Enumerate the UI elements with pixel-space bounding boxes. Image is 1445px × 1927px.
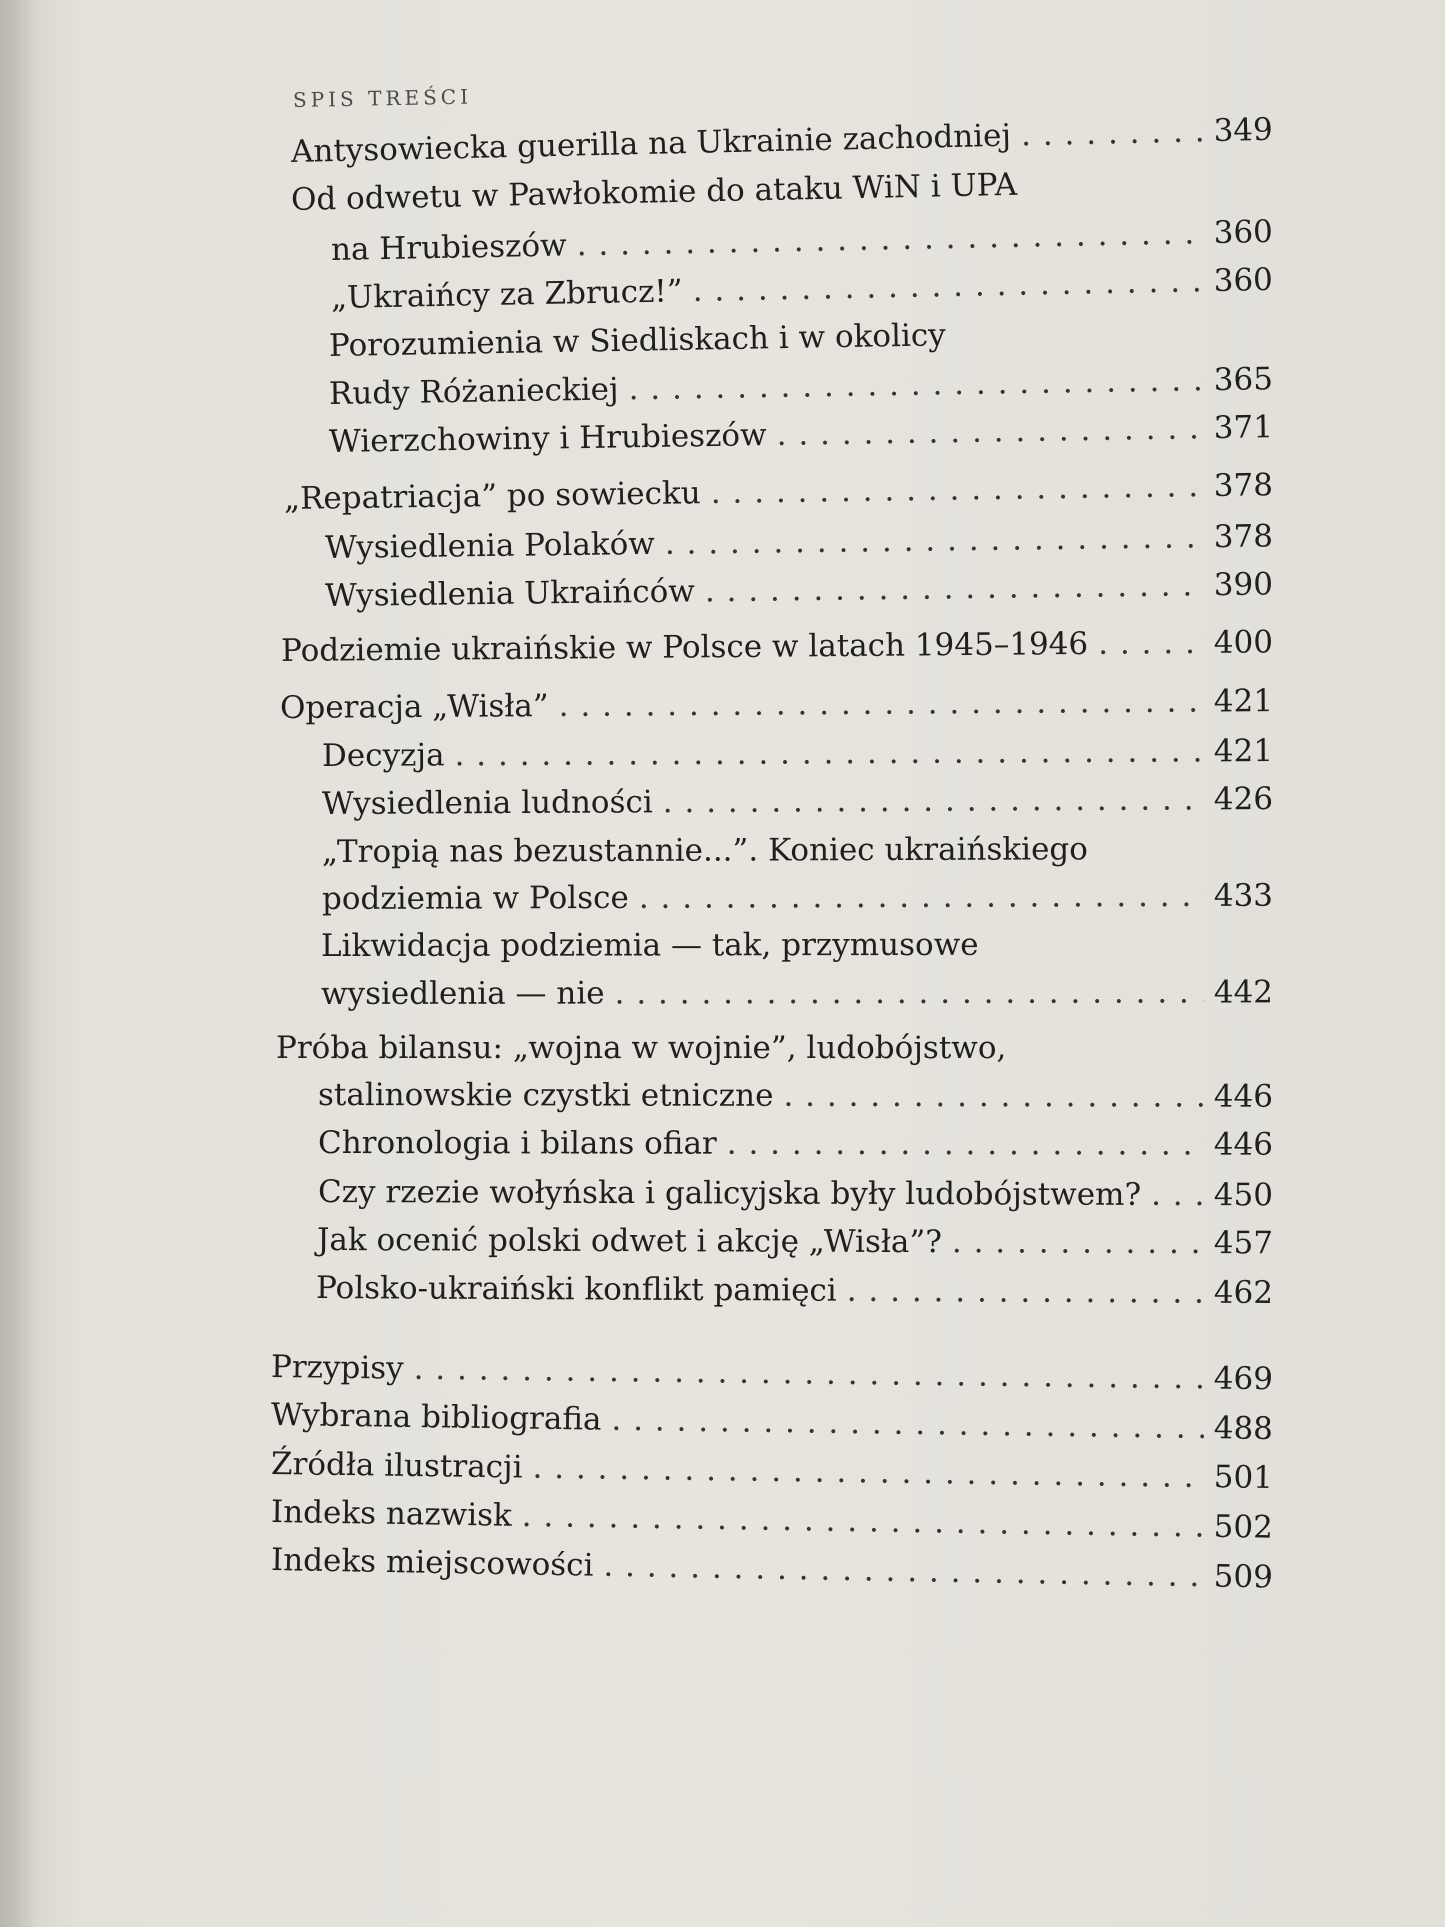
toc-entry-page: 365 [1213,361,1274,399]
toc-entry-title: Decyzja [321,737,445,774]
toc-entry-title: „Repatriacja” po sowiecku [283,475,701,517]
toc-entry-title: Indeks miejscowości [270,1542,594,1584]
toc-entry [281,620,1273,673]
toc-entry-title: „Tropią nas bezustannie...”. Koniec ukraińskiego [321,831,1088,870]
toc-entry [291,108,1274,174]
toc-entry [322,777,1273,826]
dot-leader [727,1122,1204,1167]
toc-entry-title: stalinowskie czystki etniczne [317,1077,774,1114]
dot-leader [576,211,1204,267]
toc-entry-title: Przypisy [270,1349,404,1387]
toc-entry [329,313,946,368]
dot-leader [559,680,1204,729]
toc-entry-page: 426 [1213,781,1274,818]
dot-leader [665,515,1204,566]
toc-entry-title: Porozumienia w Siedliskach i w okolicy [328,317,947,364]
dot-leader [847,1269,1204,1315]
toc-entry-page [966,344,1024,345]
toc-entry [316,1266,1273,1315]
toc-entry [321,923,1045,968]
toc-entry-title: wysiedlenia — nie [320,975,605,1012]
dot-leader [611,1398,1204,1450]
dot-leader [615,970,1204,1015]
toc-entry-title: Próba bilansu: „wojna w wojnie”, ludobójstwo, [276,1030,1007,1066]
toc-entry-page: 360 [1213,213,1274,252]
page-header: SPIS TREŚCI [292,84,473,112]
toc-entry-title: Wysiedlenia Ukraińców [324,573,696,614]
toc-entry-page: 446 [1213,1126,1274,1163]
toc-entry [280,679,1273,730]
toc-entry [318,1170,1273,1217]
toc-entry [276,1026,1045,1070]
toc-entry-title: Antysowiecka guerilla na Ukrainie zachodniej [290,117,1012,170]
toc-entry-page: 400 [1213,624,1274,661]
toc-entry-page: 442 [1213,974,1274,1011]
dot-leader [532,1446,1204,1499]
dot-leader [628,358,1204,411]
toc-entry-page [1037,193,1095,194]
toc-entry-title: Chronologia i bilans ofiar [317,1125,717,1162]
toc-entry [322,874,1273,921]
toc-entry [325,514,1273,570]
toc-entry-page: 349 [1213,111,1274,150]
toc-entry-title: Podziemie ukraińskie w Polsce w latach 1945–1946 [280,625,1089,669]
dot-leader [783,1074,1203,1119]
toc-entry-page: 433 [1213,877,1274,914]
toc-entry [325,562,1273,618]
toc-entry-title: Czy rzezie wołyńska i galicyjska były ludobójstwem? [317,1174,1142,1213]
toc-entry [317,1218,1273,1265]
toc-entry-page: 457 [1213,1225,1274,1262]
toc-entry-page: 360 [1213,261,1274,300]
toc-entry-title: Likwidacja podziemia — tak, przymusowe [320,926,979,964]
toc-entry-page: 462 [1213,1274,1274,1312]
toc-entry-title: Polsko-ukraiński konflikt pamięci [315,1270,837,1309]
toc-entry-title: Rudy Różanieckiej [328,371,619,412]
dot-leader [705,563,1204,613]
toc-entry-title: podziemia w Polsce [321,879,629,917]
toc-entry-page: 509 [1213,1558,1274,1596]
dot-leader [413,1347,1204,1401]
toc-entry [322,729,1273,778]
toc-entry-title: Od odwetu w Pawłokomie do ataku WiN i UPA [290,166,1018,218]
toc-entry-title: Operacja „Wisła” [279,688,549,726]
dot-leader [710,464,1204,515]
dot-leader [454,729,1204,777]
toc-entry-title: Wierzchowiny i Hrubieszów [328,417,767,460]
toc-entry [318,1121,1273,1167]
toc-entry-page: 421 [1213,733,1274,770]
dot-leader [663,777,1204,824]
toc-entry-title: Jak ocenić polski odwet i akcję „Wisła”? [316,1222,942,1261]
toc-entry [321,970,1273,1016]
toc-entry-title: Wysiedlenia Polaków [324,525,656,566]
toc-entry-title: „Ukraińcy za Zbrucz!” [330,273,683,316]
toc-entry-page: 371 [1213,409,1274,447]
dot-leader [1098,621,1204,666]
dot-leader [1151,1173,1204,1217]
toc-entry-page: 502 [1213,1508,1274,1546]
dot-leader [776,406,1204,457]
toc-entry-title: Indeks nazwisk [270,1494,513,1534]
toc-entry [271,1345,1273,1401]
toc-entry [321,827,1088,874]
dot-leader [1021,109,1205,157]
toc-entry [284,463,1274,521]
toc-entry [271,1393,1274,1451]
toc-entry-page: 421 [1213,683,1274,720]
toc-entry-title: Wysiedlenia ludności [321,784,653,822]
toc-entry-page: 450 [1213,1177,1274,1214]
toc-entry-page: 501 [1213,1459,1274,1496]
toc-entry-page: 390 [1213,566,1274,604]
toc-entry-title: Wybrana bibliografia [270,1397,602,1438]
toc-entry [271,1442,1274,1500]
toc-entry-title: na Hrubieszów [330,227,567,268]
dot-leader [603,1544,1204,1598]
toc-entry-page: 469 [1213,1360,1274,1398]
dot-leader [639,874,1204,920]
toc-entry-page: 488 [1213,1410,1274,1447]
toc-entry-page: 378 [1213,518,1274,556]
toc-entry-page: 378 [1213,467,1274,505]
toc-entry-title: Źródła ilustracji [270,1446,523,1486]
dot-leader [952,1220,1204,1265]
toc-entry [318,1073,1273,1119]
dot-leader [692,259,1204,313]
toc-entry-page: 446 [1213,1078,1274,1115]
toc-entry [329,405,1274,464]
dot-leader [521,1494,1204,1549]
